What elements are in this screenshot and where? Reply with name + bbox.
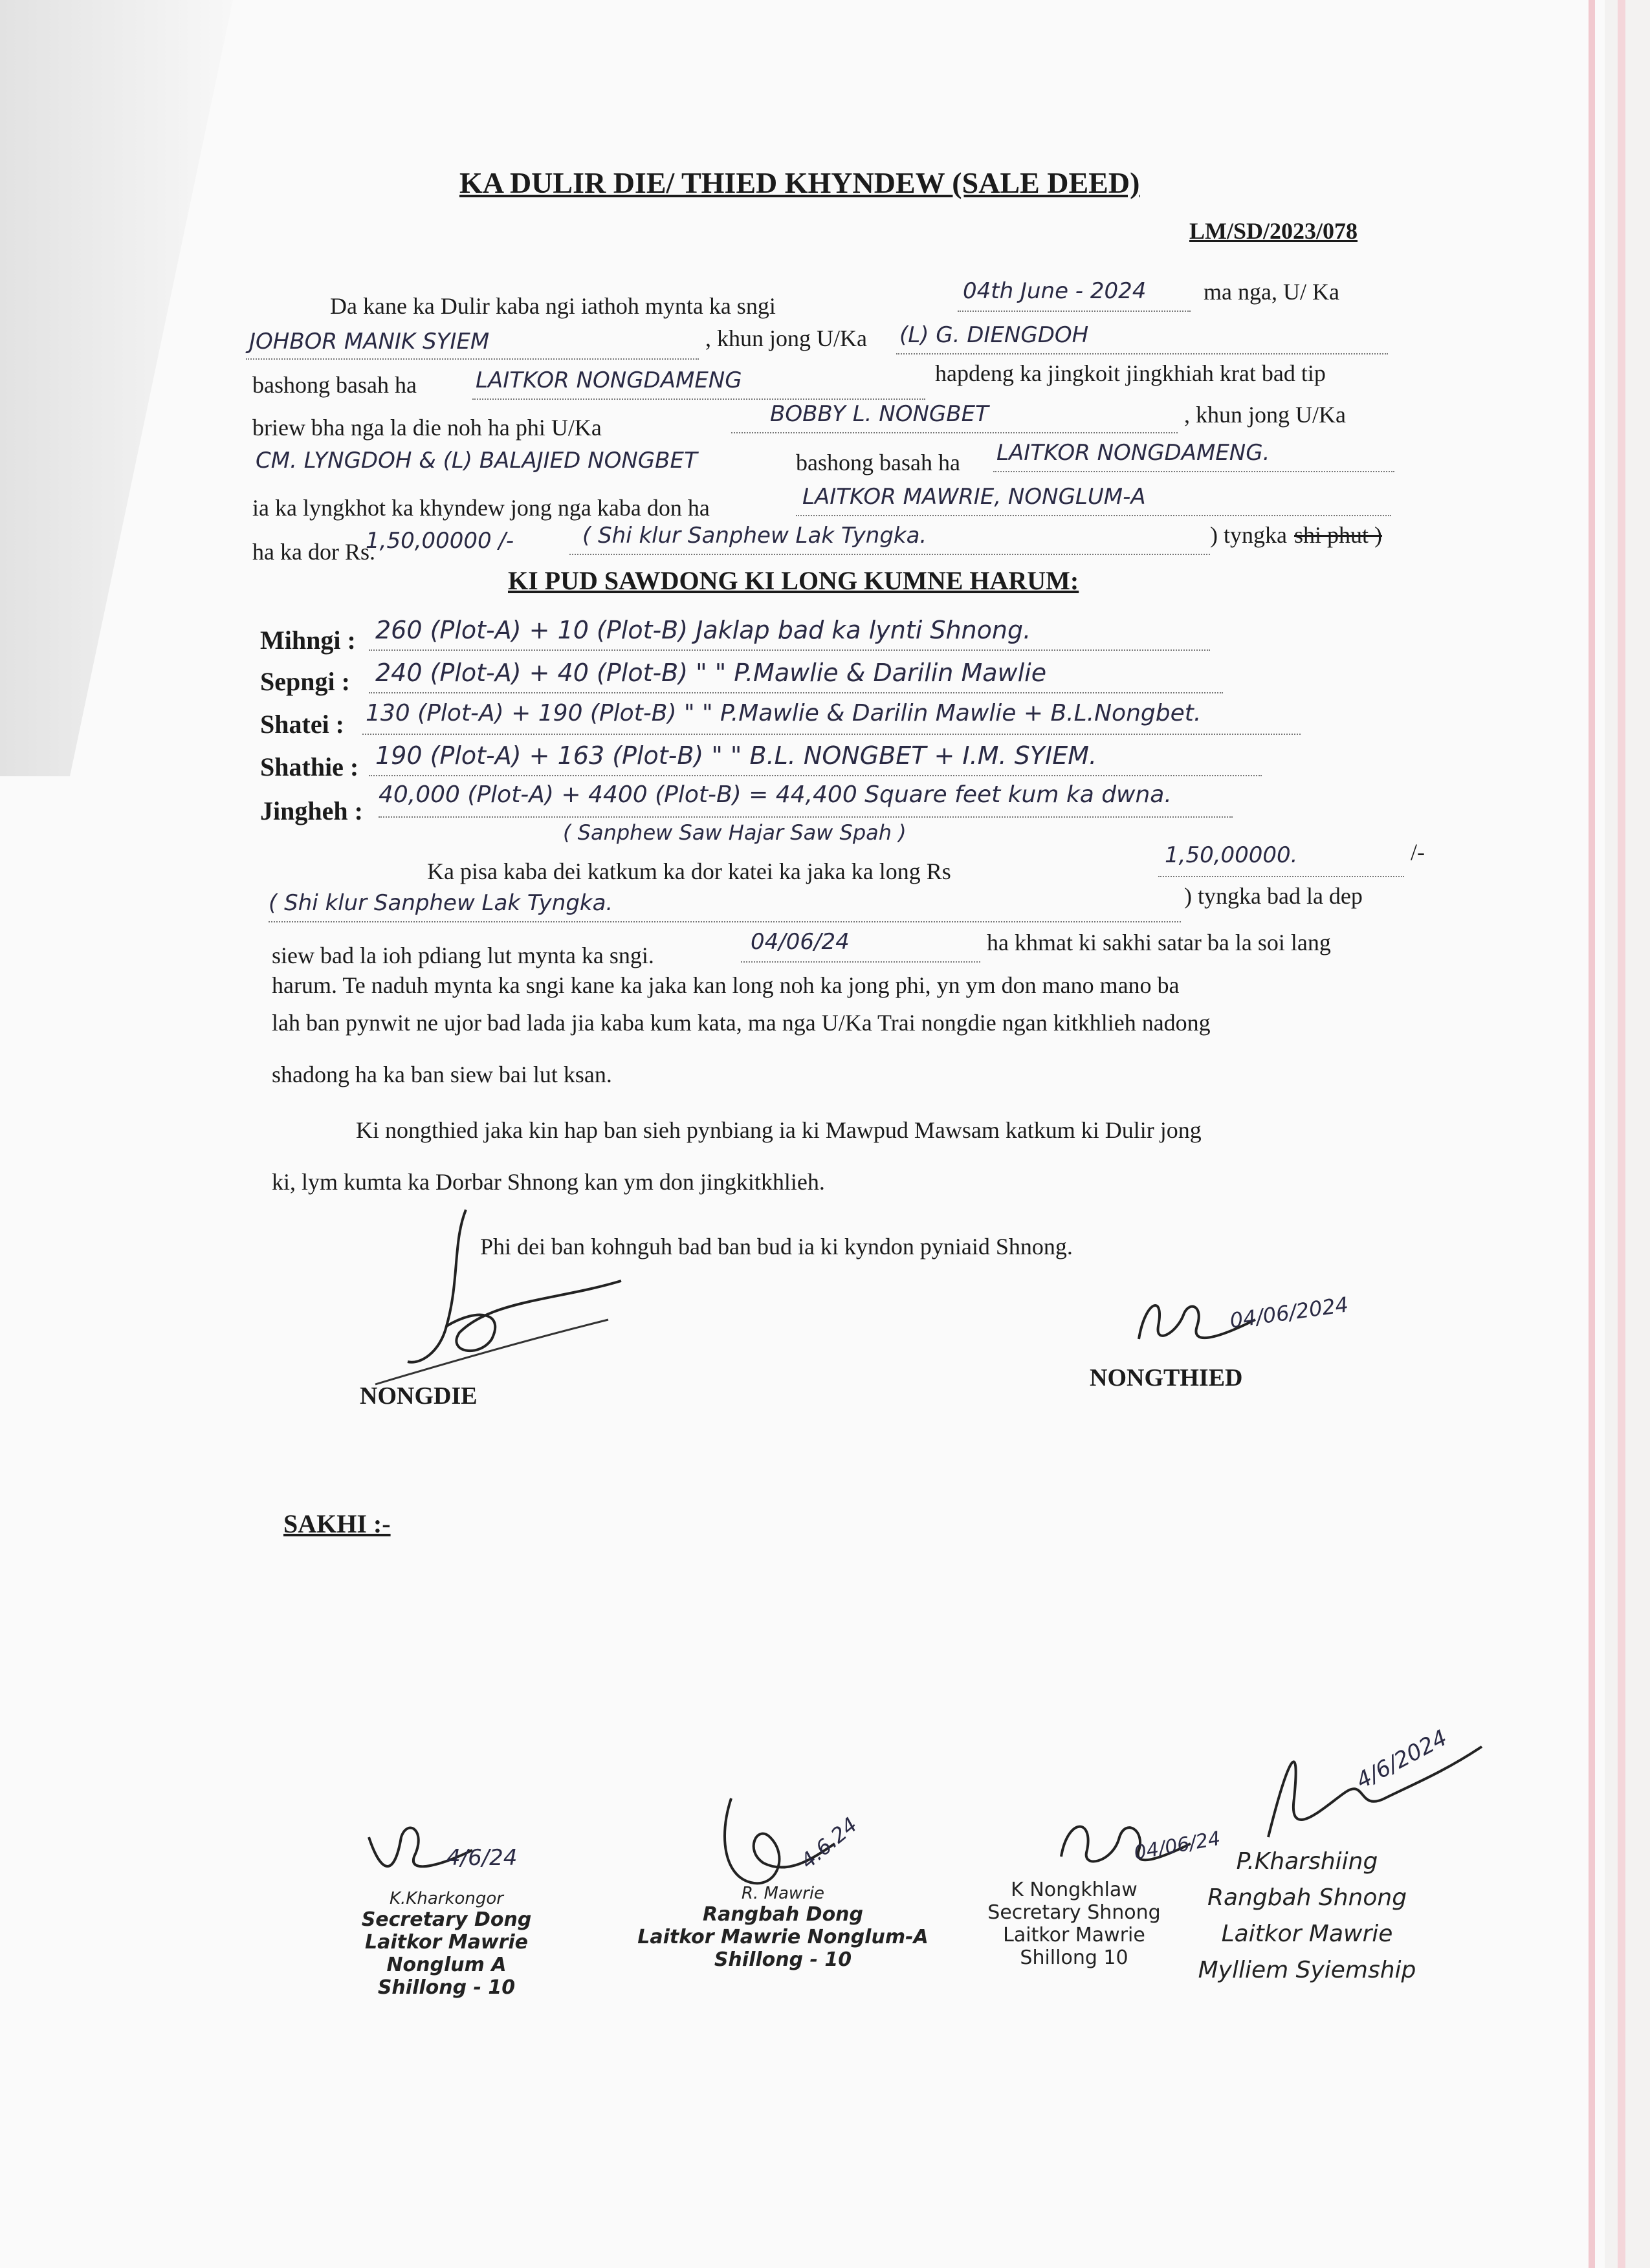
boundaries-heading: KI PUD SAWDONG KI LONG KUMNE HARUM:	[508, 566, 1079, 595]
witness-title: Secretary Shnong	[987, 1901, 1161, 1924]
witness-title: Rangbah Dong	[702, 1903, 864, 1926]
payment-text: lah ban pynwit ne ujor bad lada jia kaba kum kata, ma nga U/Ka Trai nongdie ngan kitkhlieh nadong	[272, 1010, 1211, 1036]
buyer-sign-date: 04/06/2024	[1228, 1292, 1350, 1333]
boundary-value: 240 (Plot-A) + 40 (Plot-B) " " P.Mawlie & Darilin Mawlie	[375, 659, 1047, 687]
witness-title: Secretary Dong	[361, 1908, 532, 1931]
witness-sign-date: 04/06/24	[1132, 1827, 1222, 1865]
reference-number: LM/SD/2023/078	[1189, 218, 1358, 244]
intro-text: Da kane ka Dulir kaba ngi iathoh mynta ka sngi	[330, 293, 776, 319]
struck-text: shi phut )	[1294, 522, 1383, 548]
boundary-value: 190 (Plot-A) + 163 (Plot-B) " " B.L. NONGBET + I.M. SYIEM.	[375, 741, 1097, 770]
witness-city: Shillong - 10	[714, 1948, 852, 1971]
witness-place: Laitkor Mawrie Nonglum-A	[637, 1926, 929, 1948]
boundary-value: 260 (Plot-A) + 10 (Plot-B) Jaklap bad ka lynti Shnong.	[375, 616, 1031, 644]
intro-text: ma nga, U/ Ka	[1204, 279, 1339, 305]
boundary-label: Shatei :	[260, 710, 344, 739]
witness-stamp	[1178, 1844, 1436, 1989]
witness-city: Shillong - 10	[377, 1976, 516, 1999]
blank-line	[472, 398, 925, 400]
payment-date: 04/06/24	[751, 929, 850, 955]
blank-line	[369, 775, 1262, 776]
blank-line	[741, 961, 980, 963]
witness-sign-date: 4/6/24	[446, 1845, 518, 1871]
payment-text: siew bad la ioh pdiang lut mynta ka sngi.	[272, 943, 654, 968]
witness-heading: SAKHI :-	[283, 1509, 391, 1538]
payment-text: /-	[1411, 839, 1425, 865]
sale-price-words: ( Shi klur Sanphew Lak Tyngka.	[582, 523, 927, 549]
page-edge-back	[1618, 0, 1625, 2268]
boundary-label: Jingheh :	[260, 796, 363, 825]
boundary-value: 40,000 (Plot-A) + 4400 (Plot-B) = 44,400 Square feet kum ka dwna.	[379, 781, 1172, 808]
payment-amount-words: ( Shi klur Sanphew Lak Tyngka.	[269, 890, 613, 916]
intro-text: ha ka dor Rs.	[252, 539, 375, 565]
witness-place: Laitkor Mawrie	[1003, 1924, 1145, 1946]
blank-line	[362, 734, 1301, 735]
intro-text: ) tyngka	[1210, 522, 1287, 548]
boundary-value: 130 (Plot-A) + 190 (Plot-B) " " P.Mawlie & Darilin Mawlie + B.L.Nongbet.	[366, 700, 1202, 726]
witness-city: Mylliem Syiemship	[1198, 1957, 1416, 1983]
witness-name: K.Kharkongor	[389, 1889, 503, 1908]
blank-line	[993, 471, 1394, 472]
witness-city: Shillong 10	[1020, 1946, 1128, 1969]
witness-sign-date: 4/6/2024	[1352, 1725, 1452, 1794]
buyer-parent: CM. LYNGDOH & (L) BALAJIED NONGBET	[256, 448, 698, 474]
intro-text: bashong basah ha	[796, 450, 960, 475]
page-edge	[1589, 0, 1595, 2268]
blank-line	[369, 692, 1223, 693]
boundary-label: Mihngi :	[260, 626, 356, 655]
blank-line	[1158, 876, 1404, 877]
document-title: KA DULIR DIE/ THIED KHYNDEW (SALE DEED)	[459, 166, 1140, 199]
witness-place: Laitkor Mawrie Nonglum A	[365, 1931, 528, 1976]
blank-line	[958, 311, 1191, 312]
intro-text: ia ka lyngkhot ka khyndew jong nga kaba don ha	[252, 495, 710, 521]
intro-text: bashong basah ha	[252, 372, 417, 398]
witness-title: Rangbah Shnong	[1207, 1884, 1407, 1911]
closing-text: Phi dei ban kohnguh bad ban bud ia ki kyndon pyniaid Shnong.	[480, 1234, 1073, 1259]
payment-text: Ka pisa kaba dei katkum ka dor katei ka jaka ka long Rs	[427, 858, 951, 884]
witness-place: Laitkor Mawrie	[1221, 1921, 1393, 1947]
blank-line	[569, 554, 1210, 555]
payment-text: shadong ha ka ban siew bai lut ksan.	[272, 1062, 612, 1087]
intro-text: , khun jong U/Ka	[705, 325, 867, 351]
seller-name: JOHBOR MANIK SYIEM	[249, 329, 490, 354]
closing-text: Ki nongthied jaka kin hap ban sieh pynbiang ia ki Mawpud Mawsam katkum ki Dulir jong	[356, 1117, 1202, 1143]
witness-name: K Nongkhlaw	[1011, 1879, 1138, 1901]
payment-text: ) tyngka bad la dep	[1184, 883, 1363, 909]
buyer-name: BOBBY L. NONGBET	[770, 401, 989, 427]
area-in-words: ( Sanphew Saw Hajar Saw Spah )	[563, 820, 907, 845]
witness-name: R. Mawrie	[741, 1884, 825, 1903]
witness-stamp	[634, 1884, 932, 1971]
sale-price: 1,50,00000 /-	[366, 528, 514, 554]
payment-amount: 1,50,00000.	[1165, 842, 1298, 868]
witness-stamp	[971, 1879, 1178, 1969]
blank-line	[246, 358, 699, 360]
seller-label: NONGDIE	[360, 1382, 478, 1410]
seller-parent: (L) G. DIENGDOH	[899, 322, 1089, 348]
boundary-label: Sepngi :	[260, 667, 350, 696]
payment-text: ha khmat ki sakhi satar ba la soi lang	[987, 930, 1331, 955]
seller-place: LAITKOR NONGDAMENG	[476, 367, 742, 393]
closing-text: ki, lym kumta ka Dorbar Shnong kan ym don jingkitkhlieh.	[272, 1169, 825, 1195]
blank-line	[896, 353, 1388, 354]
intro-text: briew bha nga la die noh ha phi U/Ka	[252, 415, 602, 441]
buyer-label: NONGTHIED	[1090, 1364, 1243, 1391]
land-location: LAITKOR MAWRIE, NONGLUM-A	[802, 484, 1146, 510]
payment-text: harum. Te naduh mynta ka sngi kane ka jaka kan long noh ka jong phi, yn ym don mano mano ba	[272, 972, 1180, 998]
blank-line	[379, 816, 1233, 818]
blank-line	[369, 649, 1210, 651]
witness-sign-date: 4.6.24	[795, 1812, 863, 1874]
intro-text: hapdeng ka jingkoit jingkhiah krat bad tip	[935, 360, 1326, 386]
intro-text: , khun jong U/Ka	[1184, 402, 1346, 428]
blank-line	[796, 515, 1391, 516]
witness-name: P.Kharshiing	[1236, 1848, 1378, 1875]
witness-stamp	[317, 1889, 576, 1999]
buyer-place: LAITKOR NONGDAMENG.	[996, 440, 1270, 466]
deed-date: 04th June - 2024	[963, 278, 1147, 304]
boundary-label: Shathie :	[260, 752, 359, 781]
blank-line	[269, 921, 1181, 922]
blank-line	[731, 432, 1178, 433]
